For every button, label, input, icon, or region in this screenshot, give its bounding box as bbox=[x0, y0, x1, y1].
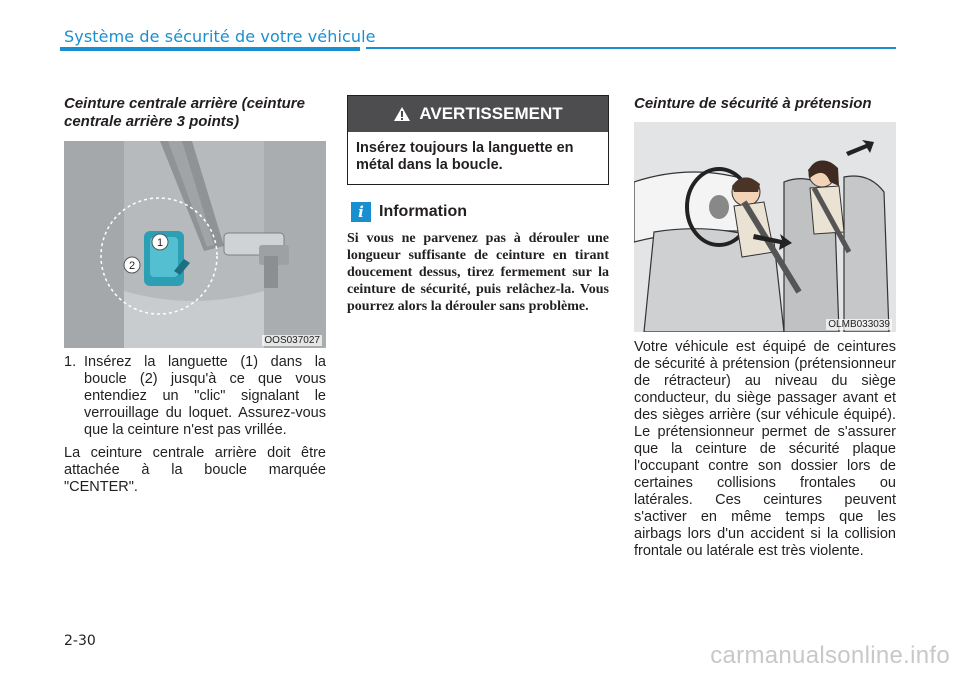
information-icon: i bbox=[351, 202, 371, 222]
list-text: Insérez la languette (1) dans la boucle (2) jusqu'à ce que vous entendiez un "clic" signalant le verrouillage du loquet. Assurez-vous que la ceinture n'est pas vrillée. bbox=[84, 354, 326, 438]
header-rule-thin bbox=[366, 47, 896, 49]
left-heading: Ceinture centrale arrière (ceinture centrale arrière 3 points) bbox=[64, 95, 305, 130]
callout-2: 2 bbox=[128, 260, 136, 272]
left-paragraph: La ceinture centrale arrière doit être attachée à la boucle marquée "CENTER". bbox=[64, 445, 326, 495]
warning-title: AVERTISSEMENT bbox=[419, 104, 563, 123]
information-text: Si vous ne parvenez pas à dérouler une longueur suffisante de ceinture en tirant doucement dessus, tirez fermement sur la ceinture de sécurité, puis relâchez-la. Vous pourrez alors la dérouler sans problème. bbox=[347, 231, 609, 314]
warning-icon bbox=[393, 106, 411, 122]
warning-header bbox=[348, 96, 608, 132]
warning-box bbox=[347, 95, 609, 185]
figure-code: OLMB033039 bbox=[828, 319, 890, 330]
pretensioner-figure bbox=[634, 122, 896, 332]
right-heading: Ceinture de sécurité à prétension bbox=[634, 95, 872, 112]
figure-code: OOS037027 bbox=[264, 335, 320, 346]
warning-text: Insérez toujours la languette en métal dans la boucle. bbox=[356, 140, 574, 173]
left-body bbox=[64, 354, 326, 496]
seatbelt-buckle-illustration bbox=[64, 141, 326, 348]
seatbelt-buckle-figure bbox=[64, 141, 326, 348]
header-rule-thick bbox=[60, 47, 360, 51]
watermark: carmanualsonline.info bbox=[710, 642, 950, 669]
pretensioner-illustration bbox=[634, 122, 896, 332]
information-title: Information bbox=[379, 203, 467, 220]
callout-1: 1 bbox=[156, 237, 164, 249]
list-number: 1. bbox=[64, 354, 77, 370]
page-number: 2-30 bbox=[64, 633, 96, 649]
right-paragraph: Votre véhicule est équipé de ceintures de sécurité à prétension (prétensionneur de rétracteur) au niveau du siège conducteur, du siège passager avant et des sièges arrière (sur véhicule équipé). Le prétensionneur permet de s'assurer que la ceinture de sécurité plaque l'occupant contre son dossier lors de certaines collisions frontales ou latérales. Ces ceintures peuvent s'activer en même temps que les airbags lors d'un accident si la collision frontale ou latérale est très violente. bbox=[634, 339, 896, 559]
section-title: Système de sécurité de votre véhicule bbox=[64, 27, 376, 46]
list-item bbox=[64, 354, 326, 439]
